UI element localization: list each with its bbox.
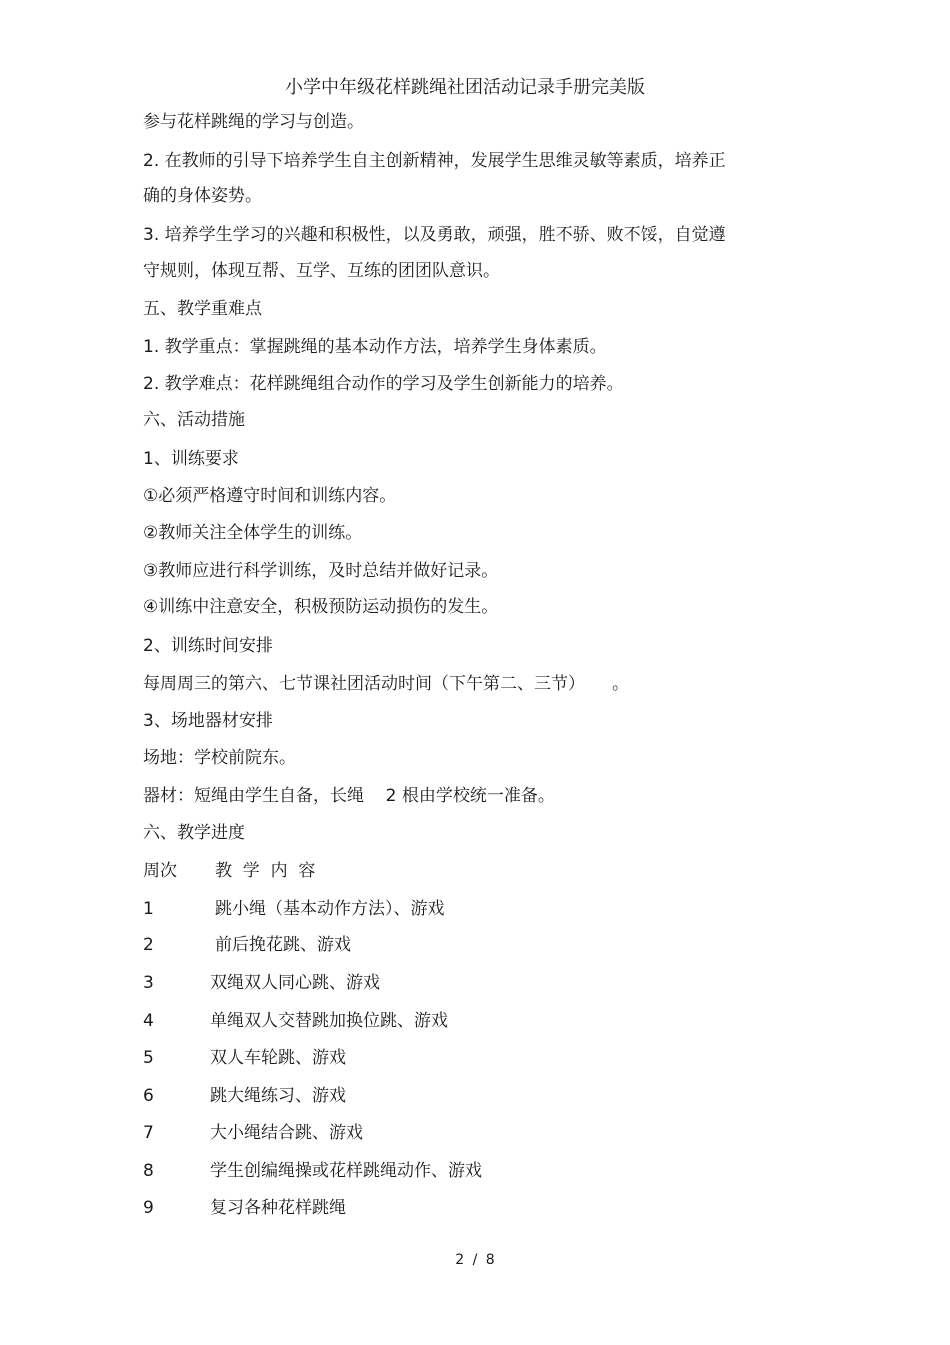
schedule-content: 单绳双人交替跳加换位跳、游戏 — [210, 1011, 448, 1031]
schedule-content: 复习各种花样跳绳 — [210, 1198, 346, 1218]
schedule-week: 1 — [143, 899, 154, 919]
schedule-content: 跳大绳练习、游戏 — [210, 1086, 346, 1106]
list-item: ②教师关注全体学生的训练。 — [143, 523, 363, 543]
schedule-content: 跳小绳（基本动作方法）、游戏 — [215, 899, 445, 919]
section-heading: 五、教学重难点 — [143, 299, 262, 319]
schedule-week: 7 — [143, 1123, 154, 1143]
schedule-content: 大小绳结合跳、游戏 — [210, 1123, 363, 1143]
schedule-header-content: 教 学 内 容 — [215, 861, 316, 881]
list-item: ①必须严格遵守时间和训练内容。 — [143, 486, 397, 506]
schedule-content: 双绳双人同心跳、游戏 — [210, 973, 380, 993]
schedule-week: 6 — [143, 1086, 154, 1106]
subsection-heading: 2、训练时间安排 — [143, 636, 273, 656]
body-line: 每周周三的第六、七节课社团活动时间（下午第二、三节） 。 — [143, 674, 630, 694]
schedule-week: 5 — [143, 1048, 154, 1068]
subsection-heading: 1、训练要求 — [143, 449, 239, 469]
section-heading: 六、教学进度 — [143, 823, 245, 843]
body-line: 2. 在教师的引导下培养学生自主创新精神，发展学生思维灵敏等素质，培养正 — [143, 151, 726, 171]
schedule-content: 前后挽花跳、游戏 — [215, 935, 351, 955]
schedule-week: 2 — [143, 935, 154, 955]
body-line: 3. 培养学生学习的兴趣和积极性，以及勇敢，顽强，胜不骄、败不馁，自觉遵 — [143, 225, 726, 245]
schedule-content: 学生创编绳操或花样跳绳动作、游戏 — [210, 1161, 482, 1181]
body-line: 器材：短绳由学生自备，长绳 2 根由学校统一准备。 — [143, 786, 555, 806]
page-number: 2 / 8 — [455, 1252, 495, 1268]
document-title: 小学中年级花样跳绳社团活动记录手册完美版 — [285, 77, 645, 98]
section-heading: 六、活动措施 — [143, 410, 245, 430]
schedule-week: 4 — [143, 1011, 154, 1031]
list-item: ③教师应进行科学训练，及时总结并做好记录。 — [143, 561, 499, 581]
body-line: 2. 教学难点：花样跳绳组合动作的学习及学生创新能力的培养。 — [143, 374, 624, 394]
schedule-week: 3 — [143, 973, 154, 993]
list-item: ④训练中注意安全，积极预防运动损伤的发生。 — [143, 597, 499, 617]
body-line: 场地：学校前院东。 — [143, 748, 296, 768]
schedule-week: 9 — [143, 1198, 154, 1218]
body-line: 1. 教学重点：掌握跳绳的基本动作方法，培养学生身体素质。 — [143, 337, 607, 357]
schedule-content: 双人车轮跳、游戏 — [210, 1048, 346, 1068]
schedule-week: 8 — [143, 1161, 154, 1181]
subsection-heading: 3、场地器材安排 — [143, 711, 273, 731]
body-line: 参与花样跳绳的学习与创造。 — [143, 112, 364, 132]
body-line: 确的身体姿势。 — [143, 186, 262, 206]
schedule-header-week: 周次 — [143, 861, 177, 881]
body-line: 守规则，体现互帮、互学、互练的团团队意识。 — [143, 261, 500, 281]
